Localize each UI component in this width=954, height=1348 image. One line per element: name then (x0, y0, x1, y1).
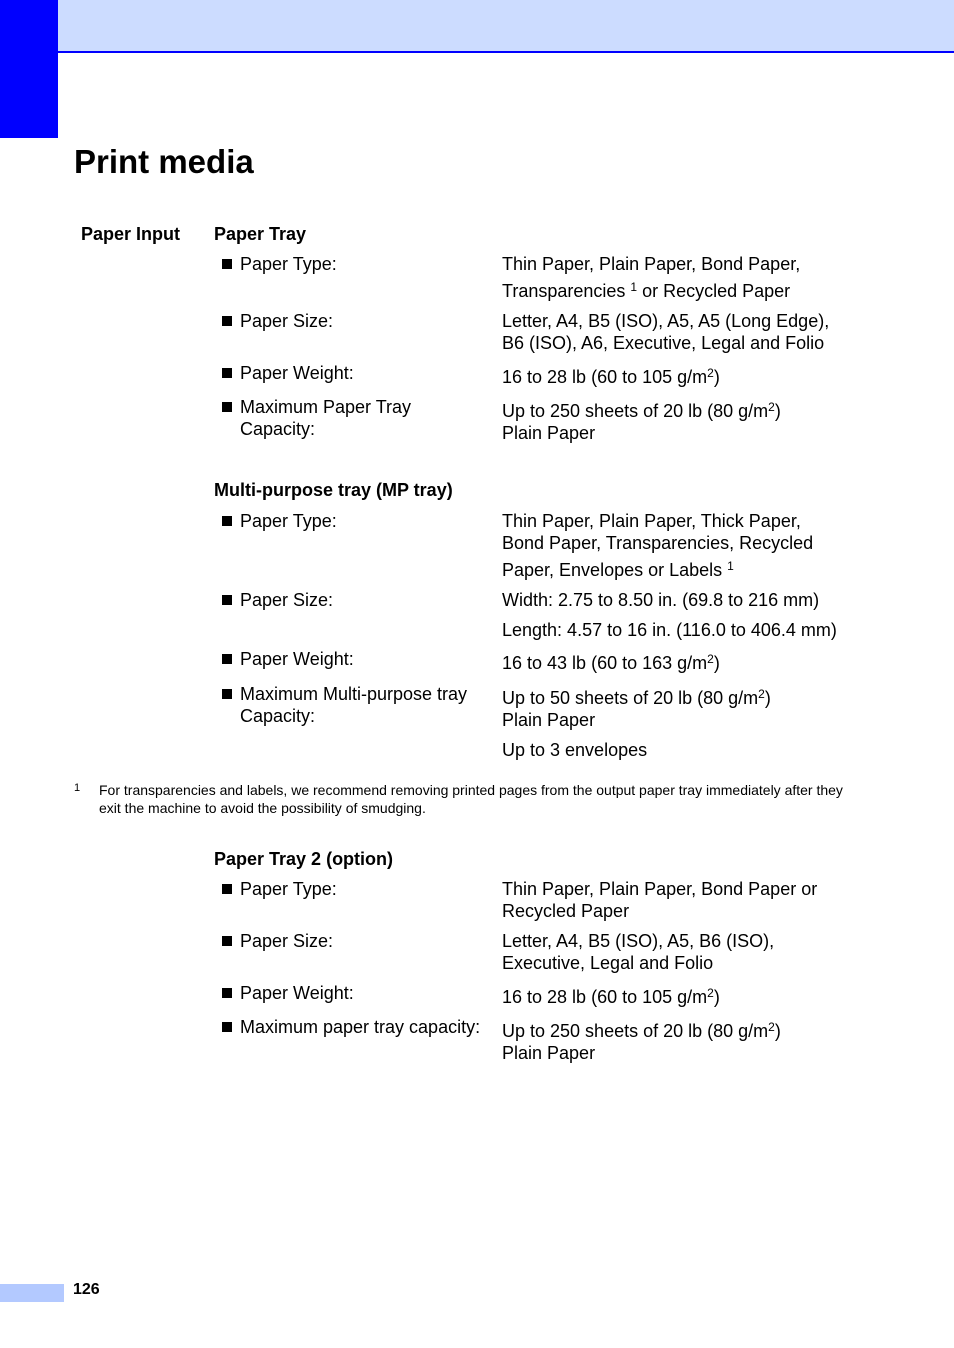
paper-input-label: Paper Input (81, 224, 181, 244)
spec-value: Thin Paper, Plain Paper, Bond Paper, Transparencies $^1$ or Recycled Paper (502, 254, 801, 301)
spec-value: Thin Paper, Plain Paper, Bond Paper or Recycled Paper (502, 879, 818, 921)
page-number: 126 (73, 1281, 100, 1298)
spec-value: 16 to 43 lb (60 to 163 $g/m^2$) (502, 652, 720, 673)
square-bullet-icon (222, 595, 232, 605)
spec-name: Paper Type: (240, 879, 337, 899)
spec-value: Letter, A4, B5 (ISO), A5, A5 (Long Edge), B6 (ISO), A6, Executive, Legal and Folio (502, 311, 830, 353)
spec-name: Maximum Paper Tray Capacity: (240, 397, 412, 439)
spec-name: Paper Weight: (240, 363, 354, 383)
footer-band (0, 1284, 64, 1302)
spec-name: Paper Weight: (240, 983, 354, 1003)
square-bullet-icon (222, 516, 232, 526)
spec-value: Thin Paper, Plain Paper, Thick Paper, Bond Paper, Transparencies, Recycled Paper, Envelopes or Labels $^1$ (502, 511, 814, 580)
spec-name: Maximum Multi-purpose tray Capacity: (240, 684, 468, 726)
square-bullet-icon (222, 936, 232, 946)
chapter-tab (0, 0, 58, 138)
square-bullet-icon (222, 402, 232, 412)
square-bullet-icon (222, 654, 232, 664)
spec-name: Paper Type: (240, 254, 337, 274)
footnote-mark: 1 (74, 782, 81, 794)
header-band (58, 0, 954, 53)
page-title: Print media (74, 143, 254, 180)
square-bullet-icon (222, 988, 232, 998)
spec-name: Paper Weight: (240, 649, 354, 669)
spec-name: Paper Type: (240, 511, 337, 531)
spec-value: 16 to 28 lb (60 to 105 $g/m^2$) (502, 986, 720, 1007)
spec-value: Letter, A4, B5 (ISO), A5, B6 (ISO), Executive, Legal and Folio (502, 931, 775, 973)
spec-name: Paper Size: (240, 311, 334, 331)
footnote-text: For transparencies and labels, we recommend removing printed pages from the output paper tray immediately after they exit the machine to avoid the possibility of smudging. (99, 782, 843, 816)
square-bullet-icon (222, 259, 232, 269)
spec-name: Paper Size: (240, 931, 334, 951)
square-bullet-icon (222, 368, 232, 378)
square-bullet-icon (222, 1022, 232, 1032)
spec-name: Maximum paper tray capacity: (240, 1017, 481, 1037)
square-bullet-icon (222, 884, 232, 894)
section-title-paper-tray-2: Paper Tray 2 (option) (214, 849, 394, 869)
section-title-paper-tray: Paper Tray (214, 224, 307, 244)
spec-value: 16 to 28 lb (60 to 105 $g/m^2$) (502, 366, 720, 387)
spec-value: Up to 250 sheets of 20 lb (80 $g/m^2$) Plain Paper (502, 400, 781, 443)
section-title-mp-tray: Multi-purpose tray (MP tray) (214, 480, 453, 500)
spec-value: Up to 50 sheets of 20 lb (80 $g/m^2$) Plain Paper Up to 3 envelopes (502, 687, 771, 760)
spec-name: Paper Size: (240, 590, 334, 610)
square-bullet-icon (222, 689, 232, 699)
spec-value: Width: 2.75 to 8.50 in. (69.8 to 216 mm) Length: 4.57 to 16 in. (116.0 to 406.4 mm) (502, 590, 837, 640)
spec-value: Up to 250 sheets of 20 lb (80 $g/m^2$) Plain Paper (502, 1020, 781, 1063)
square-bullet-icon (222, 316, 232, 326)
